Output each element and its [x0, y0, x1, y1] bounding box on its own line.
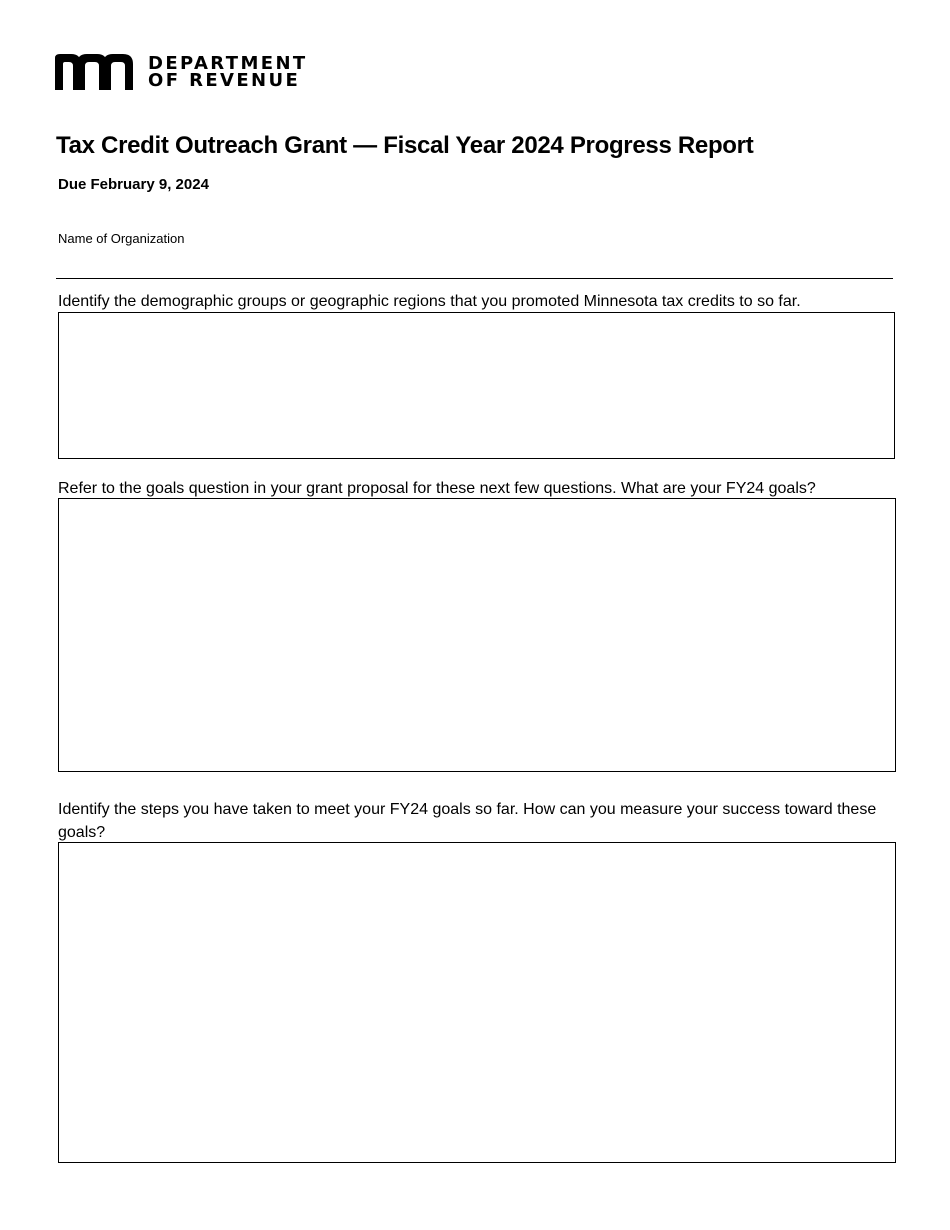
department-of-revenue-logo — [55, 54, 308, 90]
question-1-label: Identify the demographic groups or geographic regions that you promoted Minnesota tax credits to so far. — [58, 293, 801, 310]
question-2-label: Refer to the goals question in your grant proposal for these next few questions. What are your FY24 goals? — [58, 480, 816, 497]
question-1-answer[interactable] — [58, 312, 895, 459]
logo-line-2: OF REVENUE — [148, 70, 301, 91]
organization-name-label: Name of Organization — [58, 231, 185, 246]
question-3-label: Identify the steps you have taken to meet your FY24 goals so far. How can you measure your success toward these goals? — [58, 801, 877, 841]
question-2-answer[interactable] — [58, 498, 896, 772]
logo-line-1: DEPARTMENT — [148, 53, 308, 74]
organization-name-field[interactable] — [56, 254, 893, 279]
mn-logo-icon — [55, 54, 135, 90]
due-date: Due February 9, 2024 — [58, 176, 209, 193]
logo-wordmark — [148, 55, 308, 89]
question-3-answer[interactable] — [58, 842, 896, 1163]
page-title: Tax Credit Outreach Grant — Fiscal Year 2024 Progress Report — [56, 132, 754, 159]
